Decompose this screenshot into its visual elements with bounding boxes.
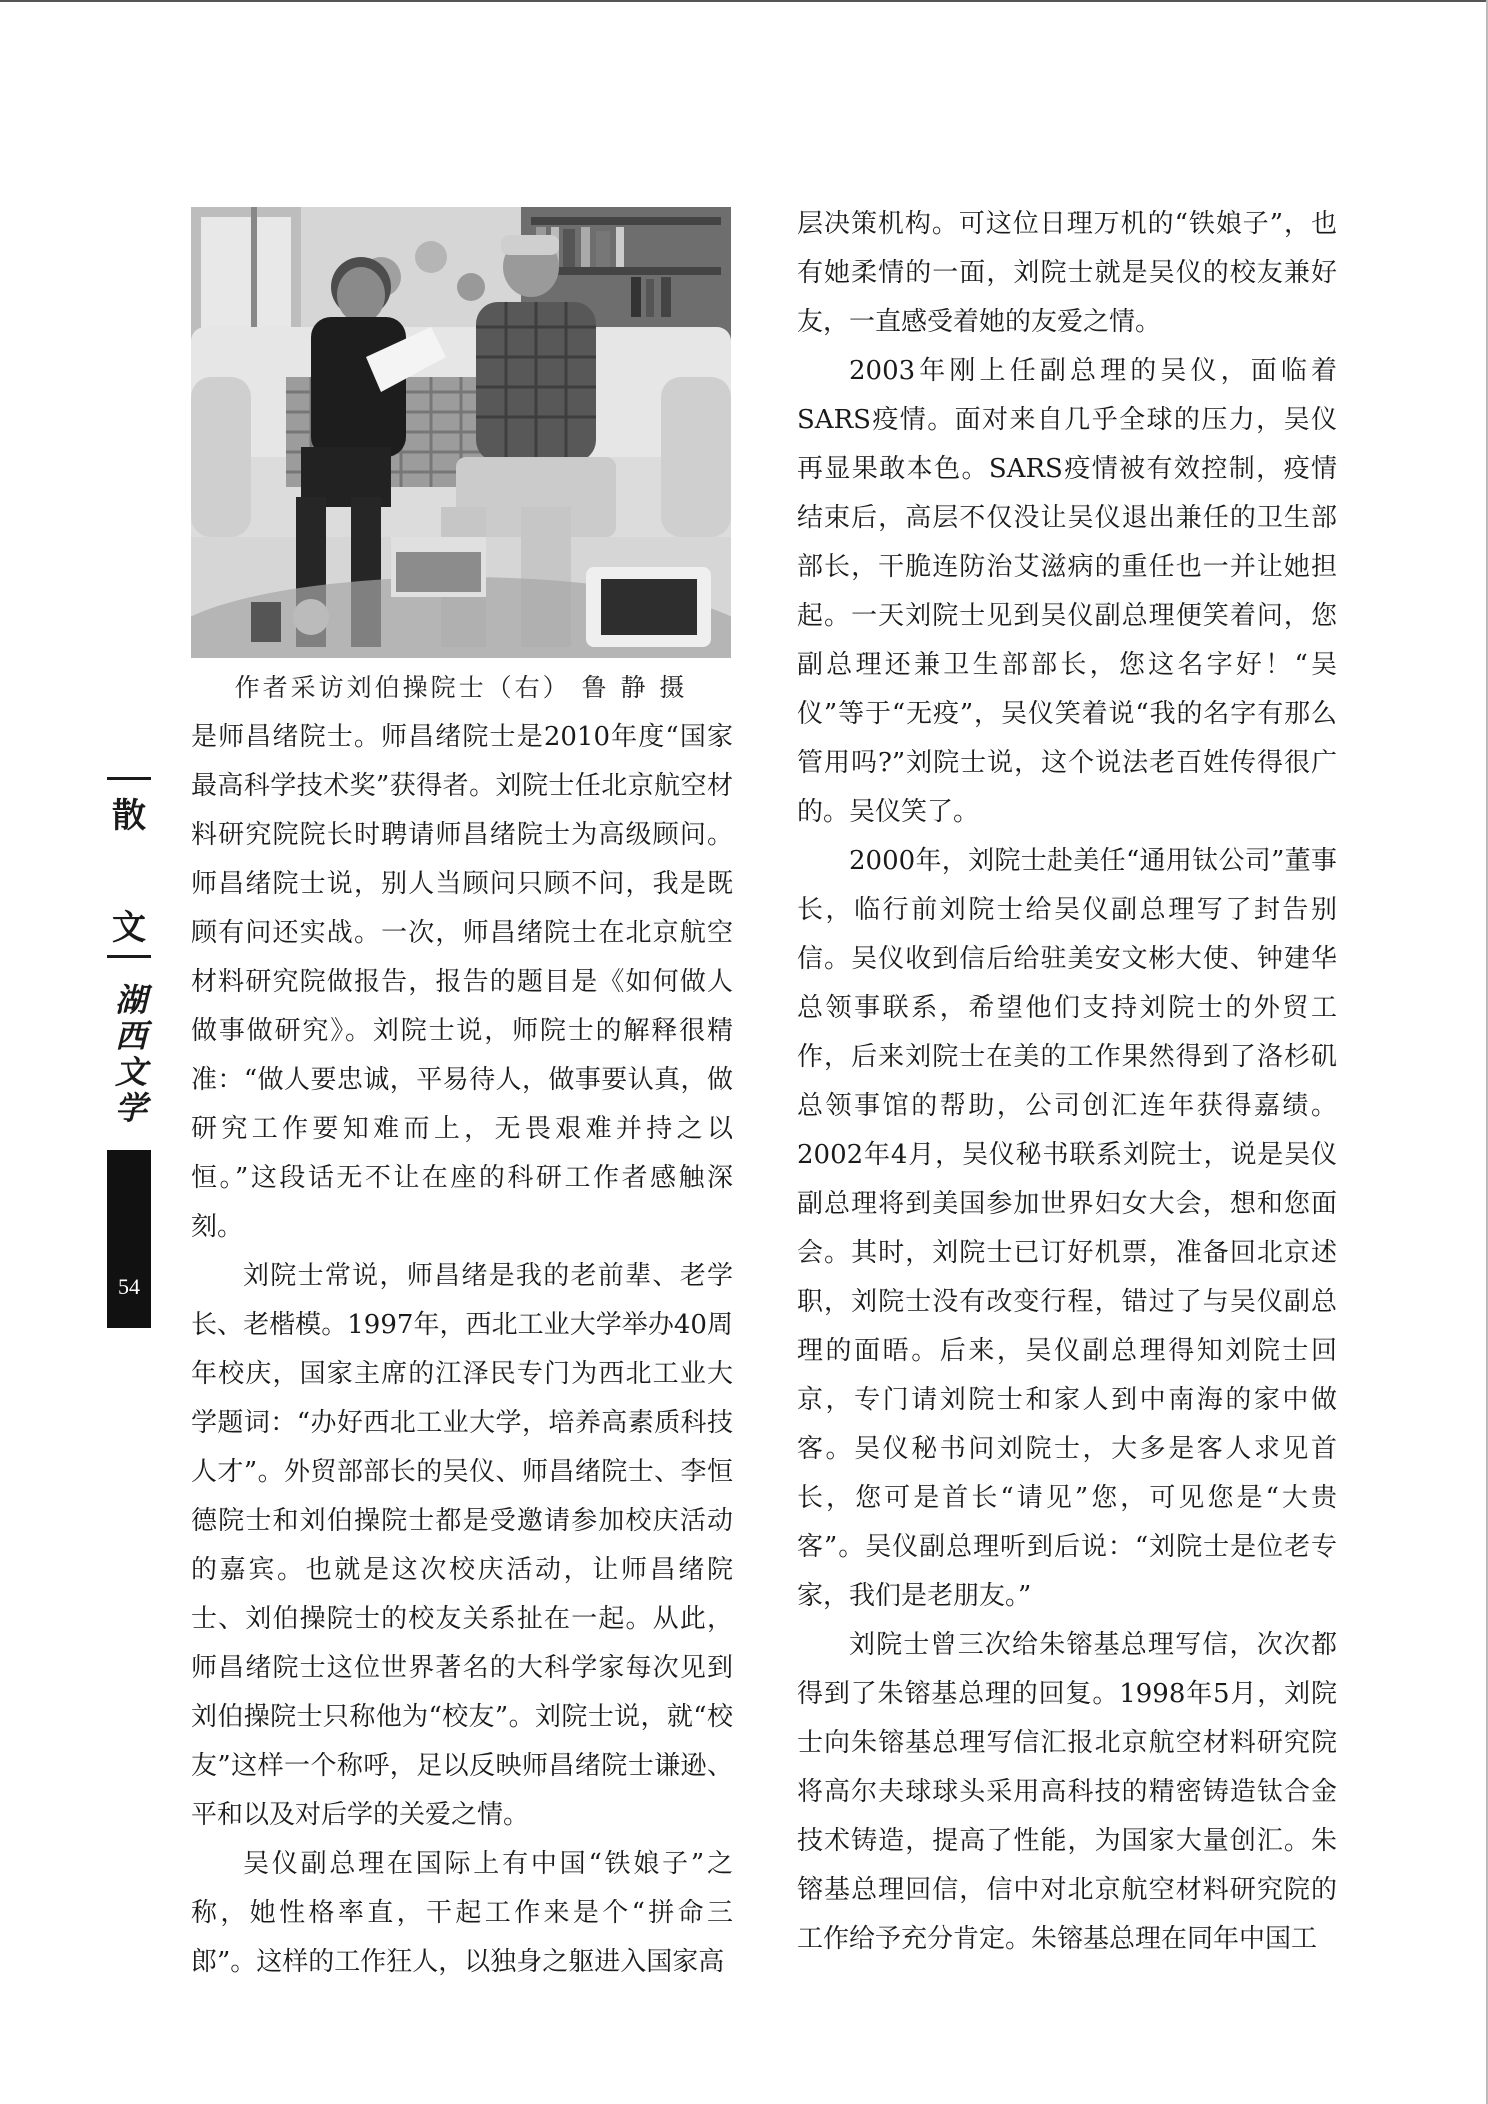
section-label-char-2: 文 <box>112 908 146 948</box>
magazine-title-char: 文 <box>114 1053 147 1091</box>
interview-photo <box>191 207 731 658</box>
magazine-title-char: 学 <box>114 1089 147 1127</box>
page-number-box <box>107 1150 151 1328</box>
page-number: 54 <box>118 1274 140 1299</box>
magazine-title-char: 湖 <box>114 981 147 1019</box>
right-paragraph-1: 层决策机构。可这位日理万机的“铁娘子”，也有她柔情的一面，刘院士就是吴仪的校友兼好友，一直感受着她的友爱之情。 <box>797 209 1337 337</box>
right-text-column <box>797 200 1337 1964</box>
right-paragraph-2: 2003年刚上任副总理的吴仪，面临着SARS疫情。面对来自几乎全球的压力，吴仪再显果敢本色。SARS疫情被有效控制，疫情结束后，高层不仅没让吴仪退出兼任的卫生部部长，干脆连防治艾滋病的重任也一并让她担起。一天刘院士见到吴仪副总理便笑着问，您副总理还兼卫生部部长，您这名字好！“吴仪”等于“无疫”，吴仪笑着说“我的名字有那么管用吗?”刘院士说，这个说法老百姓传得很广的。吴仪笑了。 <box>797 356 1337 827</box>
right-paragraph-4: 刘院士曾三次给朱镕基总理写信，次次都得到了朱镕基总理的回复。1998年5月，刘院士向朱镕基总理写信汇报北京航空材料研究院将高尔夫球球头采用高科技的精密铸造钛合金技术铸造，提高了性能，为国家大量创汇。朱镕基总理回信，信中对北京航空材料研究院的工作给予充分肯定。朱镕基总理在同年中国工 <box>797 1630 1337 1954</box>
left-paragraph-1: 是师昌绪院士。师昌绪院士是2010年度“国家最高科学技术奖”获得者。刘院士任北京航空材料研究院院长时聘请师昌绪院士为高级顾问。师昌绪院士说，别人当顾问只顾不问，我是既顾有问还实战。一次，师昌绪院士在北京航空材料研究院做报告，报告的题目是《如何做人做事做研究》。刘院士说，师院士的解释很精准：“做人要忠诚，平易待人，做事要认真，做研究工作要知难而上，无畏艰难并持之以恒。”这段话无不让在座的科研工作者感触深刻。 <box>191 722 733 1242</box>
magazine-title <box>111 982 151 1126</box>
photo-caption: 作者采访刘伯操院士（右） 鲁 静 摄 <box>234 673 688 702</box>
left-paragraph-3: 吴仪副总理在国际上有中国“铁娘子”之称，她性格率直，干起工作来是个“拼命三郎”。这样的工作狂人，以独身之躯进入国家高 <box>191 1849 733 1977</box>
right-paragraph-3: 2000年，刘院士赴美任“通用钛公司”董事长，临行前刘院士给吴仪副总理写了封告别信。吴仪收到信后给驻美安文彬大使、钟建华总领事联系，希望他们支持刘院士的外贸工作，后来刘院士在美的工作果然得到了洛杉矶总领事馆的帮助，公司创汇连年获得嘉绩。2002年4月，吴仪秘书联系刘院士，说是吴仪副总理将到美国参加世界妇女大会，想和您面会。其时，刘院士已订好机票，准备回北京述职，刘院士没有改变行程，错过了与吴仪副总理的面晤。后来，吴仪副总理得知刘院士回京，专门请刘院士和家人到中南海的家中做客。吴仪秘书问刘院士，大多是客人求见首长，您可是首长“请见”您，可见您是“大贵客”。吴仪副总理听到后说：“刘院士是位老专家，我们是老朋友。” <box>797 846 1337 1611</box>
top-border-line <box>0 0 1488 2</box>
section-line-top <box>107 777 151 780</box>
left-paragraph-2: 刘院士常说，师昌绪是我的老前辈、老学长、老楷模。1997年，西北工业大学举办40周年校庆，国家主席的江泽民专门为西北工业大学题词：“办好西北工业大学，培养高素质科技人才”。外贸部部长的吴仪、师昌绪院士、李恒德院士和刘伯操院士都是受邀请参加校庆活动的嘉宾。也就是这次校庆活动，让师昌绪院士、刘伯操院士的校友关系扯在一起。从此，师昌绪院士这位世界著名的大科学家每次见到刘伯操院士只称他为“校友”。刘院士说，就“校友”这样一个称呼，足以反映师昌绪院士谦逊、平和以及对后学的关爱之情。 <box>191 1261 733 1830</box>
section-label-char-1: 散 <box>112 796 146 836</box>
left-text-column <box>191 713 733 1987</box>
magazine-title-char: 西 <box>114 1017 147 1055</box>
section-line-bottom <box>107 955 151 958</box>
photo-illustration <box>191 207 731 658</box>
